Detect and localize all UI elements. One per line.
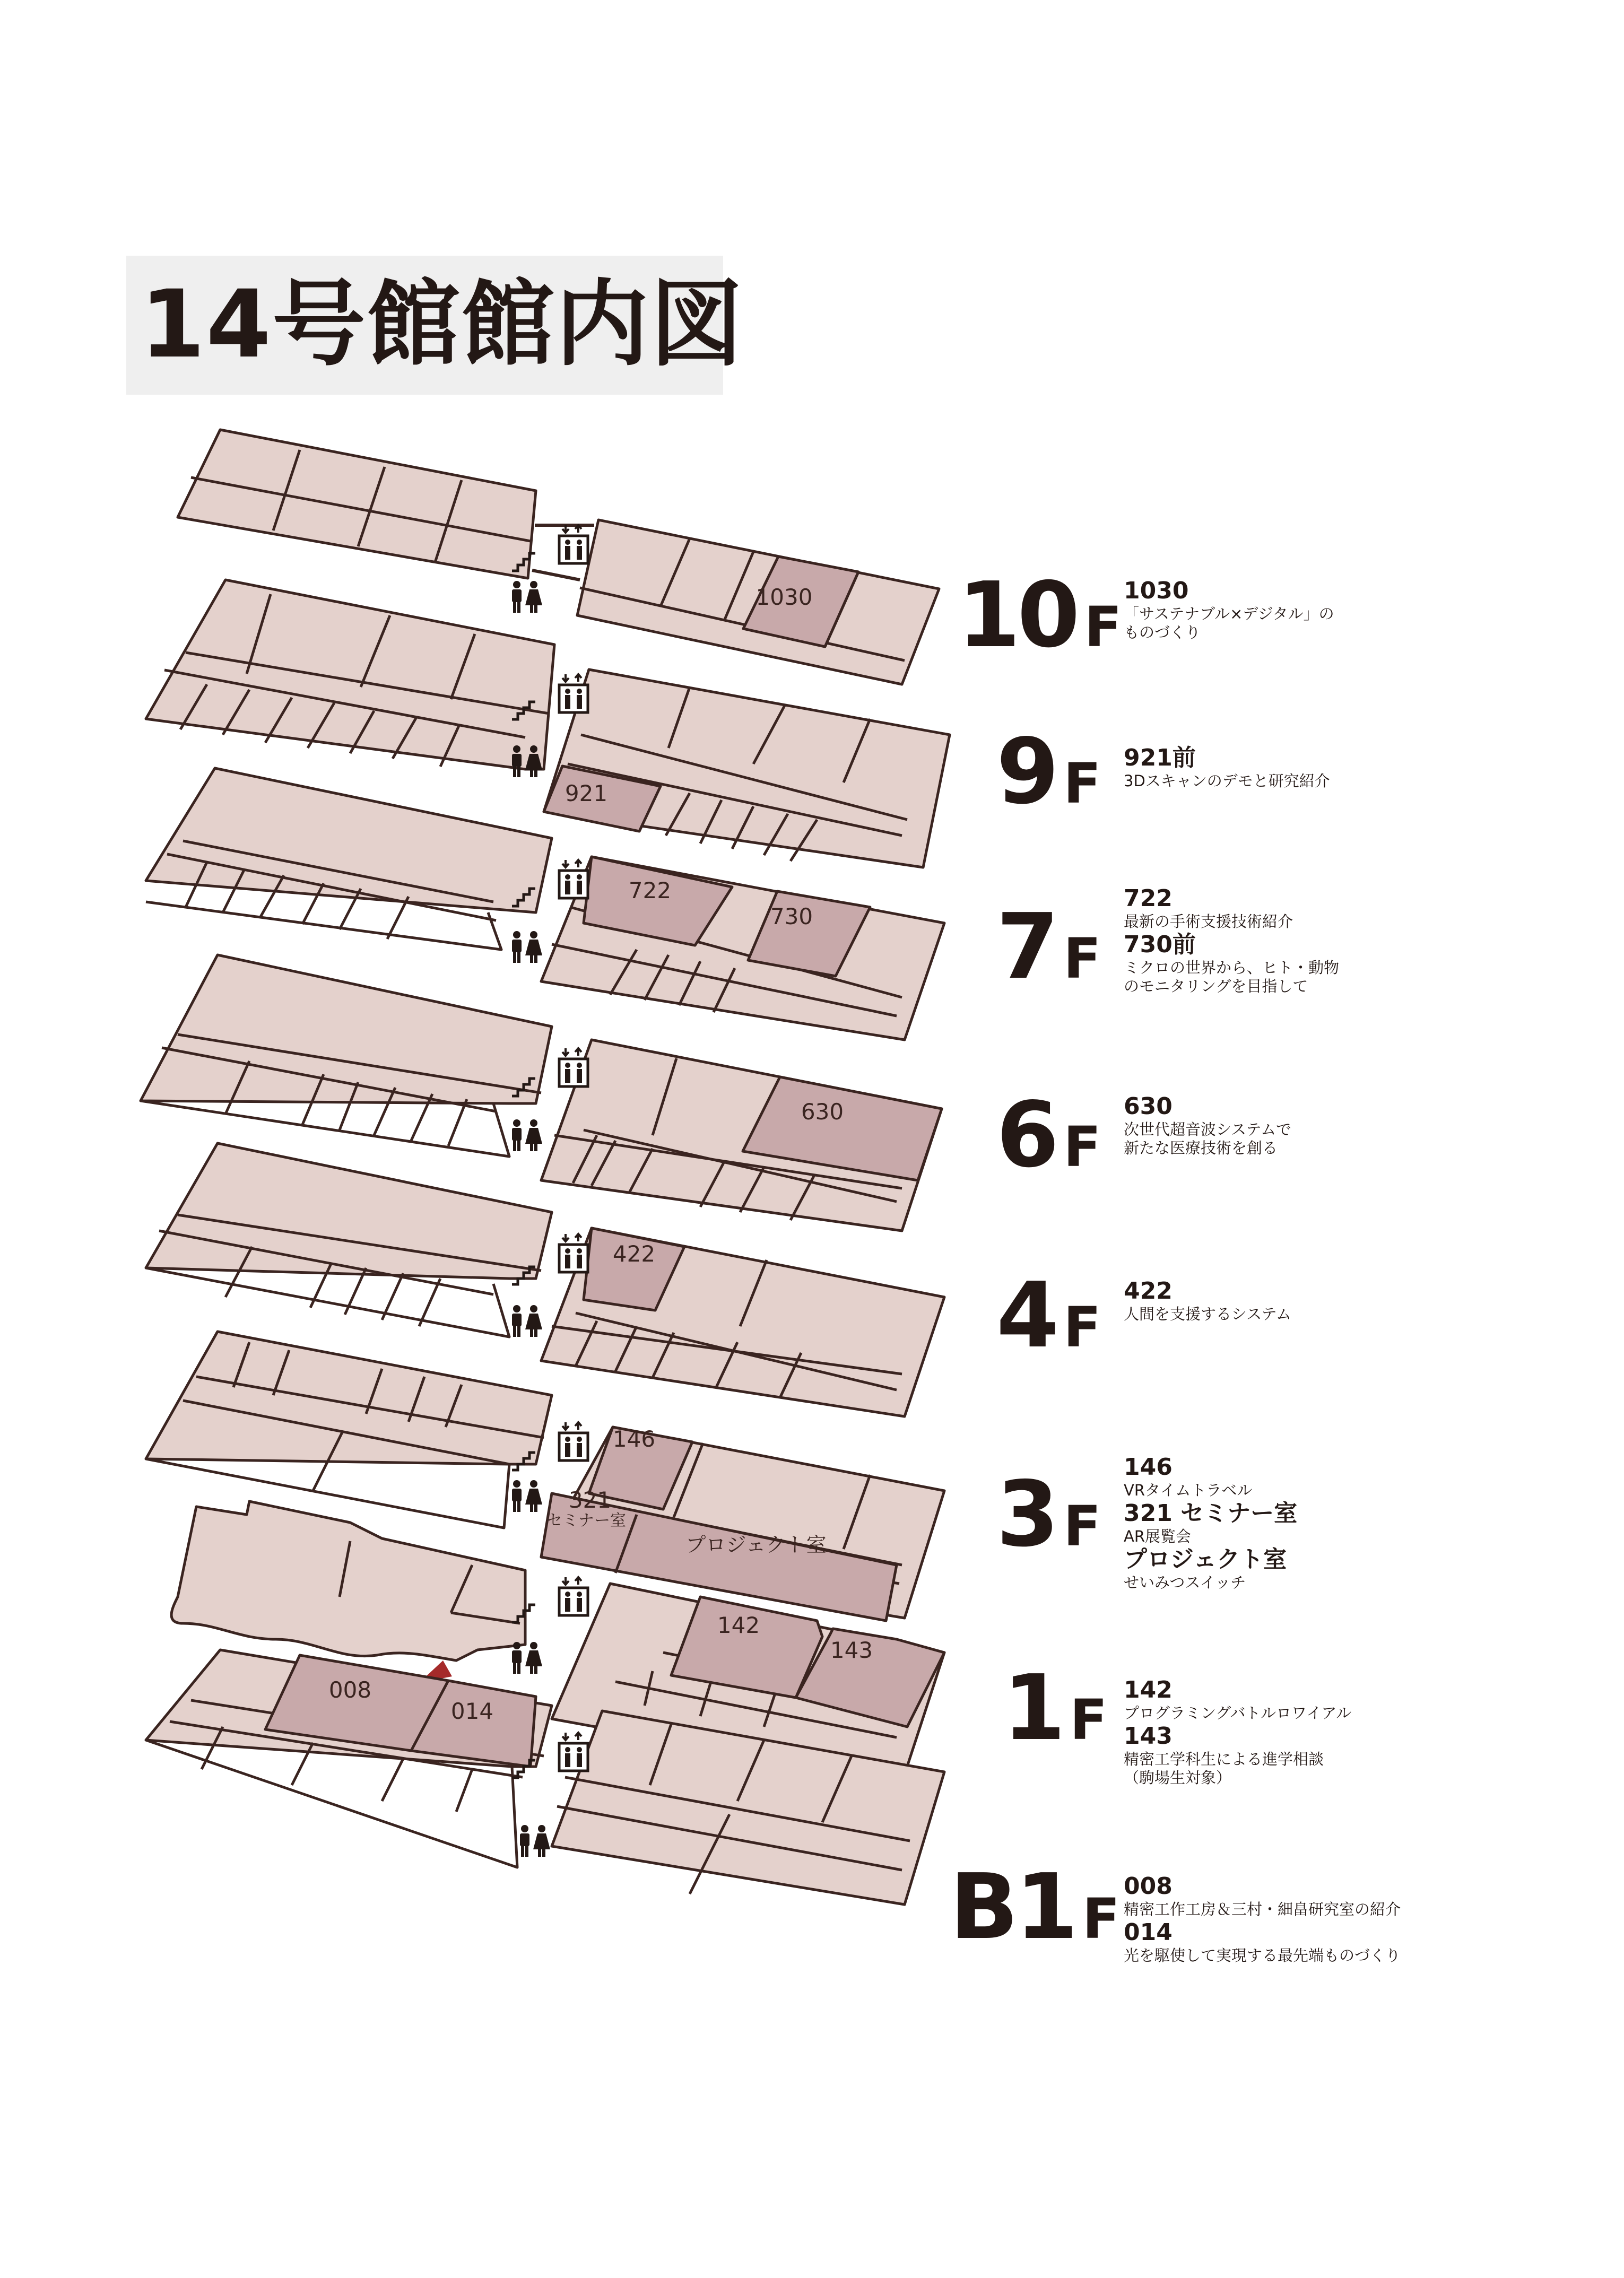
floor-label-b1f: B1 F: [950, 1855, 1120, 1960]
floor-label-4f: 4 F: [996, 1263, 1101, 1368]
map-label-project: プロジェクト室: [685, 1533, 827, 1557]
desc-room: 730前: [1124, 931, 1196, 958]
desc-room: 722: [1124, 885, 1173, 912]
floor-label-10f: 10 F: [958, 563, 1122, 668]
desc-note: 新たな医療技術を創る: [1124, 1139, 1278, 1157]
desc-room: 321 セミナー室: [1124, 1500, 1298, 1527]
map-label-143: 143: [830, 1637, 873, 1663]
page-title: 14号館館内図: [140, 270, 744, 379]
map-label-014: 014: [450, 1698, 494, 1724]
desc-note: 精密工作工房＆三村・細畠研究室の紹介: [1124, 1900, 1401, 1918]
map-label-630: 630: [801, 1099, 844, 1125]
map-label-921: 921: [565, 780, 608, 806]
desc-9f: [1124, 744, 1601, 790]
desc-room: 143: [1124, 1723, 1173, 1750]
floor-label-6f: 6 F: [996, 1083, 1101, 1188]
desc-room: 1030: [1124, 577, 1189, 604]
desc-note: （駒場生対象）: [1124, 1769, 1232, 1787]
desc-note: ものづくり: [1124, 623, 1201, 641]
desc-note: 精密工学科生による進学相談: [1124, 1750, 1324, 1768]
desc-room: 008: [1124, 1873, 1173, 1900]
desc-note: VRタイムトラベル: [1124, 1481, 1253, 1499]
desc-room: 014: [1124, 1919, 1173, 1946]
map-label-730: 730: [770, 903, 813, 929]
map-label-422: 422: [612, 1241, 656, 1267]
desc-10f: [1124, 577, 1601, 642]
floor-label-3f: 3 F: [996, 1462, 1101, 1567]
desc-note: 次世代超音波システムで: [1124, 1120, 1292, 1138]
desc-note: のモニタリングを目指して: [1124, 977, 1308, 995]
map-label-321-sub: セミナー室: [546, 1511, 626, 1530]
desc-7f: [1124, 885, 1601, 996]
desc-4f: [1124, 1277, 1601, 1324]
desc-room: 142: [1124, 1676, 1173, 1703]
desc-note: AR展覧会: [1124, 1527, 1191, 1545]
desc-note: 3Dスキャンのデモと研究紹介: [1124, 772, 1330, 790]
map-label-1030: 1030: [755, 584, 813, 610]
desc-note: 「サステナブル×デジタル」の: [1124, 605, 1334, 623]
desc-note: ミクロの世界から、ヒト・動物: [1124, 959, 1340, 977]
map-label-146: 146: [612, 1426, 656, 1452]
desc-room: 422: [1124, 1277, 1173, 1305]
map-label-321: 321: [568, 1487, 612, 1513]
desc-note: せいみつスイッチ: [1124, 1573, 1246, 1592]
desc-room: 921前: [1124, 744, 1196, 771]
desc-6f: [1124, 1093, 1601, 1158]
desc-room: プロジェクト室: [1124, 1546, 1287, 1573]
desc-1f: [1124, 1676, 1601, 1787]
desc-note: 人間を支援するシステム: [1124, 1305, 1292, 1323]
desc-b1f: [1124, 1873, 1601, 1965]
map-label-008: 008: [328, 1677, 372, 1703]
floor-label-1f: 1 F: [1003, 1656, 1108, 1761]
floor-label-7f: 7 F: [996, 894, 1101, 999]
desc-room: 146: [1124, 1454, 1173, 1481]
floor-label-9f: 9 F: [996, 719, 1101, 824]
desc-note: 最新の手術支援技術紹介: [1124, 912, 1293, 931]
desc-note: プログラミングバトルロワイアル: [1124, 1704, 1352, 1722]
desc-note: 光を駆使して実現する最先端ものづくり: [1124, 1946, 1401, 1964]
map-label-722: 722: [628, 877, 672, 903]
desc-room: 630: [1124, 1093, 1173, 1120]
map-label-142: 142: [717, 1612, 760, 1638]
desc-3f: [1124, 1454, 1601, 1592]
